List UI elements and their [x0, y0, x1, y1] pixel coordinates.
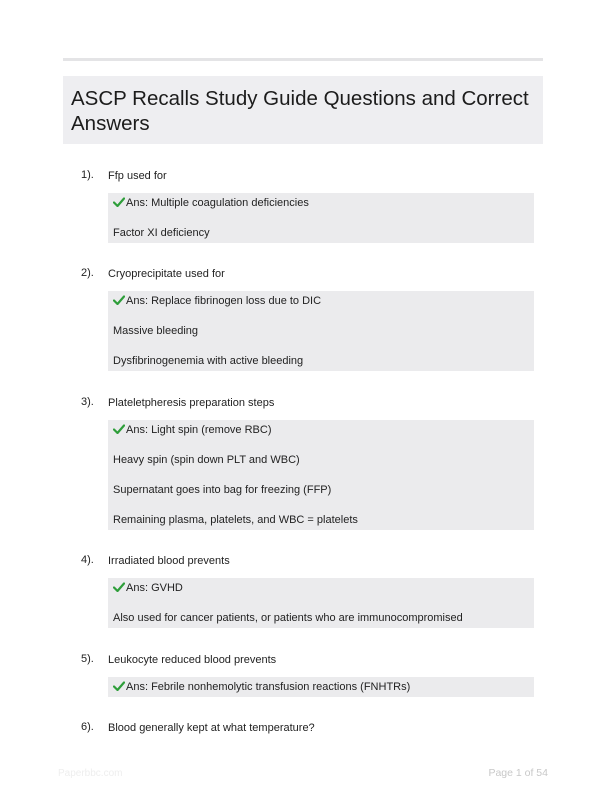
- question-number-5: 5).: [81, 653, 94, 665]
- check-icon: [113, 424, 125, 434]
- answer-block-5: [108, 677, 534, 697]
- answer-block-2: [108, 291, 534, 371]
- question-number-6: 6).: [81, 721, 94, 733]
- answer-note-2-2: Dysfibrinogenemia with active bleeding: [113, 355, 304, 367]
- correct-answer-3: Ans: Light spin (remove RBC): [113, 423, 272, 437]
- question-number-2: 2).: [81, 267, 94, 279]
- question-text-6: Blood generally kept at what temperature?: [108, 722, 315, 734]
- answer-block-3: [108, 420, 534, 530]
- answer-note-4-1: Also used for cancer patients, or patients who are immunocompromised: [113, 612, 463, 624]
- correct-answer-1: Ans: Multiple coagulation deficiencies: [113, 196, 309, 210]
- check-icon: [113, 582, 125, 592]
- answer-block-1: [108, 193, 534, 243]
- question-text-2: Cryoprecipitate used for: [108, 268, 225, 280]
- page-number: Page 1 of 54: [488, 767, 548, 779]
- answer-note-3-2: Supernatant goes into bag for freezing (FFP): [113, 484, 332, 496]
- answer-note-3-3: Remaining plasma, platelets, and WBC = platelets: [113, 514, 358, 526]
- check-icon: [113, 295, 125, 305]
- footer-watermark: Paperbbc.com: [58, 768, 123, 779]
- answer-block-4: [108, 578, 534, 628]
- page-title: ASCP Recalls Study Guide Questions and Correct Answers: [71, 87, 529, 135]
- answer-note-2-1: Massive bleeding: [113, 325, 198, 337]
- question-number-4: 4).: [81, 554, 94, 566]
- check-icon: [113, 681, 125, 691]
- question-number-3: 3).: [81, 396, 94, 408]
- check-icon: [113, 197, 125, 207]
- answer-note-3-1: Heavy spin (spin down PLT and WBC): [113, 454, 300, 466]
- question-text-4: Irradiated blood prevents: [108, 555, 230, 567]
- question-text-3: Plateletpheresis preparation steps: [108, 397, 275, 409]
- title-banner: [63, 76, 543, 144]
- question-text-5: Leukocyte reduced blood prevents: [108, 654, 277, 666]
- correct-answer-2: Ans: Replace fibrinogen loss due to DIC: [113, 294, 321, 308]
- correct-answer-4: Ans: GVHD: [113, 581, 183, 595]
- top-divider: [63, 58, 543, 61]
- question-number-1: 1).: [81, 169, 94, 181]
- question-text-1: Ffp used for: [108, 170, 167, 182]
- correct-answer-5: Ans: Febrile nonhemolytic transfusion reactions (FNHTRs): [113, 680, 410, 694]
- answer-note-1-1: Factor XI deficiency: [113, 227, 210, 239]
